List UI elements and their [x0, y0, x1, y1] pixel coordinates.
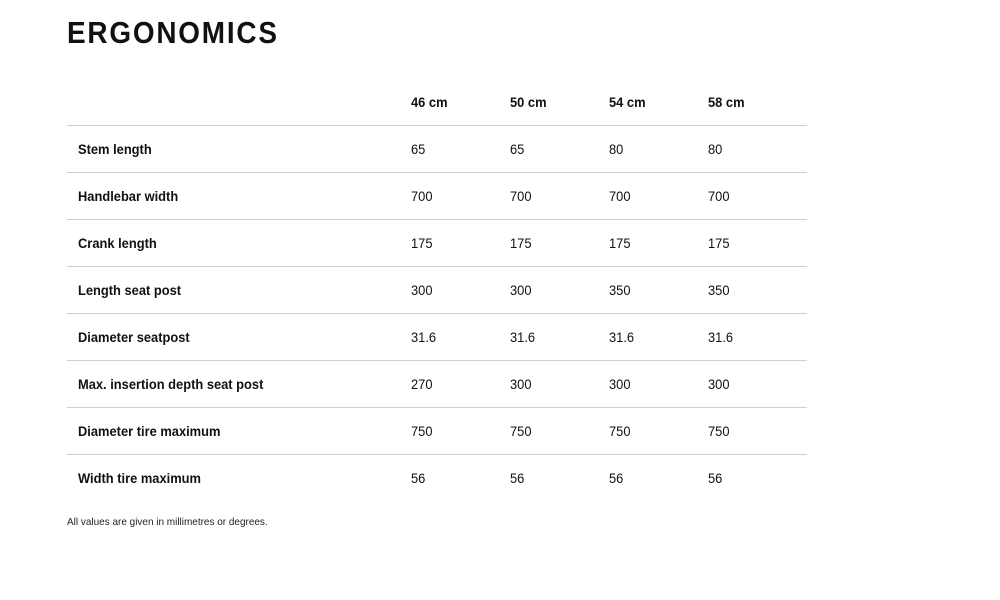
cell-value: 300 [411, 282, 433, 298]
cell-value: 56 [510, 470, 525, 486]
cell-value: 270 [411, 376, 433, 392]
table-cell [411, 361, 510, 408]
cell-value: 700 [411, 188, 433, 204]
column-header-size [411, 78, 510, 126]
cell-value: 65 [510, 141, 525, 157]
page-title: ERGONOMICS [67, 15, 279, 50]
table-cell [411, 408, 510, 455]
table-cell [510, 126, 609, 173]
cell-value: 700 [708, 188, 730, 204]
row-label [67, 455, 411, 502]
table-row [67, 455, 807, 502]
cell-value: 300 [708, 376, 730, 392]
cell-value: 175 [411, 235, 433, 251]
table-cell [510, 173, 609, 220]
row-label [67, 408, 411, 455]
row-label [67, 314, 411, 361]
row-label-text: Max. insertion depth seat post [78, 376, 264, 392]
table-cell [609, 173, 708, 220]
cell-value: 56 [411, 470, 426, 486]
cell-value: 750 [609, 423, 631, 439]
cell-value: 175 [510, 235, 532, 251]
table-row [67, 126, 807, 173]
table-cell [609, 361, 708, 408]
cell-value: 80 [609, 141, 624, 157]
cell-value: 31.6 [510, 329, 536, 345]
column-header-size [708, 78, 807, 126]
table-cell [708, 267, 807, 314]
row-label [67, 173, 411, 220]
row-label [67, 126, 411, 173]
table-cell [411, 267, 510, 314]
table-cell [510, 455, 609, 502]
column-header-size [510, 78, 609, 126]
table-cell [708, 173, 807, 220]
row-label-text: Diameter tire maximum [78, 423, 221, 439]
table-cell [708, 455, 807, 502]
table-cell [411, 173, 510, 220]
row-label-text: Crank length [78, 235, 157, 251]
cell-value: 300 [609, 376, 631, 392]
table-cell [609, 220, 708, 267]
table-header [67, 78, 807, 126]
table-row [67, 173, 807, 220]
column-header-label: 50 cm [510, 93, 547, 110]
cell-value: 31.6 [609, 329, 635, 345]
table-cell [510, 408, 609, 455]
row-label-text: Handlebar width [78, 188, 179, 204]
header-empty-cell [67, 78, 411, 126]
row-label-text: Width tire maximum [78, 470, 201, 486]
cell-value: 350 [708, 282, 730, 298]
table-cell [609, 408, 708, 455]
column-header-label: 54 cm [609, 93, 646, 110]
cell-value: 300 [510, 376, 532, 392]
table-row [67, 408, 807, 455]
table-cell [411, 314, 510, 361]
table-cell [708, 408, 807, 455]
table-cell [708, 126, 807, 173]
cell-value: 700 [609, 188, 631, 204]
table-body [67, 126, 807, 502]
cell-value: 31.6 [411, 329, 437, 345]
table-row [67, 361, 807, 408]
column-header-label: 58 cm [708, 93, 745, 110]
row-label [67, 267, 411, 314]
cell-value: 65 [411, 141, 426, 157]
cell-value: 750 [510, 423, 532, 439]
cell-value: 56 [708, 470, 723, 486]
table-cell [510, 361, 609, 408]
table-cell [609, 455, 708, 502]
row-label-text: Diameter seatpost [78, 329, 190, 345]
table-cell [609, 267, 708, 314]
table-cell [510, 314, 609, 361]
cell-value: 750 [708, 423, 730, 439]
table-cell [708, 314, 807, 361]
cell-value: 175 [609, 235, 631, 251]
table-cell [609, 126, 708, 173]
table-row [67, 220, 807, 267]
cell-value: 750 [411, 423, 433, 439]
cell-value: 31.6 [708, 329, 734, 345]
table-cell [411, 455, 510, 502]
footnote: All values are given in millimetres or degrees. [67, 516, 268, 528]
table-cell [510, 220, 609, 267]
cell-value: 700 [510, 188, 532, 204]
header-row [67, 78, 807, 126]
table-cell [411, 220, 510, 267]
column-header-label: 46 cm [411, 93, 448, 110]
row-label-text: Stem length [78, 141, 152, 157]
table-cell [708, 361, 807, 408]
cell-value: 56 [609, 470, 624, 486]
table-cell [609, 314, 708, 361]
cell-value: 350 [609, 282, 631, 298]
row-label [67, 361, 411, 408]
column-header-size [609, 78, 708, 126]
table-row [67, 267, 807, 314]
table-cell [708, 220, 807, 267]
table-cell [510, 267, 609, 314]
cell-value: 300 [510, 282, 532, 298]
ergonomics-table [67, 78, 807, 501]
row-label-text: Length seat post [78, 282, 182, 298]
table-row [67, 314, 807, 361]
row-label [67, 220, 411, 267]
cell-value: 175 [708, 235, 730, 251]
cell-value: 80 [708, 141, 723, 157]
table-cell [411, 126, 510, 173]
